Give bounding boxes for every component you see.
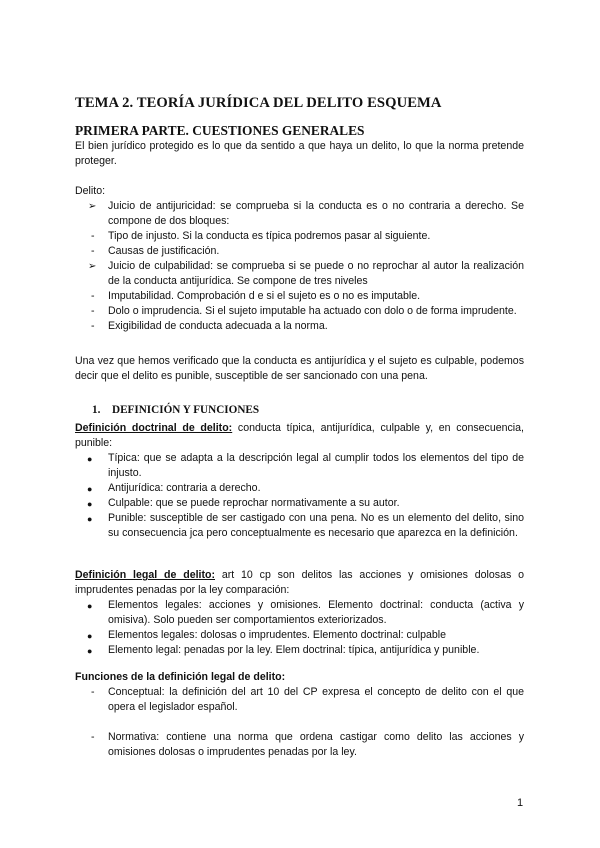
section-number: 1. xyxy=(92,404,101,416)
list-item xyxy=(75,229,524,244)
intro-paragraph: El bien jurídico protegido es lo que da sentido a que haya un delito, lo que la norma pretende proteger. xyxy=(75,140,524,167)
list-item-text: Juicio de antijuricidad: se comprueba si la conducta es o no contraria a derecho. Se compone de dos bloques: xyxy=(108,200,524,227)
list-item xyxy=(75,643,524,658)
bullet-icon: ● xyxy=(87,601,93,611)
list-item xyxy=(75,451,524,481)
list-item xyxy=(75,244,524,259)
dash-bullet-icon: - xyxy=(91,320,95,332)
legal-definition xyxy=(75,568,524,598)
dash-bullet-icon: - xyxy=(91,245,95,257)
arrow-bullet-icon: ➢ xyxy=(88,261,97,272)
bullet-icon: ● xyxy=(87,454,93,464)
list-item xyxy=(75,319,524,334)
list-item-text: Elemento legal: penadas por la ley. Elem doctrinal: típica, antijurídica y punible. xyxy=(108,644,480,656)
list-item xyxy=(75,685,524,715)
bullet-icon: ● xyxy=(87,646,93,656)
legal-list xyxy=(75,598,524,658)
funciones-heading: Funciones de la definición legal de delito: xyxy=(75,671,286,683)
list-item-text: Dolo o imprudencia. Si el sujeto imputable ha actuado con dolo o de forma imprudente. xyxy=(108,305,517,317)
list-item xyxy=(75,730,524,760)
dash-bullet-icon: - xyxy=(91,230,95,242)
conclusion-paragraph: Una vez que hemos verificado que la conducta es antijurídica y el sujeto es culpable, podemos decir que el delito es punible, susceptible de ser sancionado con una pena. xyxy=(75,355,524,382)
list-item xyxy=(75,259,524,289)
legal-label: Definición legal de delito: xyxy=(75,569,215,581)
section-heading xyxy=(92,404,259,416)
list-item xyxy=(75,289,524,304)
list-item xyxy=(75,481,524,496)
funciones-label xyxy=(75,670,524,685)
list-item-text: Elementos legales: acciones y omisiones. Elemento doctrinal: conducta (activa y omisiva). Solo pueden ser comportamientos exteriorizados. xyxy=(108,599,524,626)
doctrinal-list xyxy=(75,451,524,541)
list-item xyxy=(75,496,524,511)
section-title: DEFINICIÓN Y FUNCIONES xyxy=(112,404,260,416)
document-title: TEMA 2. TEORÍA JURÍDICA DEL DELITO ESQUEMA xyxy=(75,95,442,111)
list-item-text: Causas de justificación. xyxy=(108,245,220,257)
dash-bullet-icon: - xyxy=(91,731,95,743)
list-item-text: Normativa: contiene una norma que ordena castigar como delito las acciones y omisiones dolosas o imprudentes penadas por la ley. xyxy=(108,731,524,758)
dash-bullet-icon: - xyxy=(91,305,95,317)
list-item-text: Elementos legales: dolosas o imprudentes. Elemento doctrinal: culpable xyxy=(108,629,447,641)
list-item-text: Conceptual: la definición del art 10 del CP expresa el concepto de delito con el que opera el legislador español. xyxy=(108,686,524,713)
list-item-text: Antijurídica: contraria a derecho. xyxy=(108,482,261,494)
bullet-icon: ● xyxy=(87,484,93,494)
part-heading: PRIMERA PARTE. CUESTIONES GENERALES xyxy=(75,123,365,138)
list-item xyxy=(75,304,524,319)
list-item xyxy=(75,628,524,643)
dash-bullet-icon: - xyxy=(91,290,95,302)
doctrinal-definition xyxy=(75,421,524,451)
list-item xyxy=(75,598,524,628)
delito-label: Delito: xyxy=(75,185,106,197)
bullet-icon: ● xyxy=(87,514,93,524)
list-item-text: Culpable: que se puede reprochar normativamente a su autor. xyxy=(108,497,400,509)
legal-text: art 10 cp son delitos las acciones y omisiones dolosas o imprudentes penadas por la ley comparación: xyxy=(75,569,524,596)
bullet-icon: ● xyxy=(87,631,93,641)
doctrinal-text: conducta típica, antijurídica, culpable y, en consecuencia, punible: xyxy=(75,422,524,449)
list-item-text: Imputabilidad. Comprobación d e si el sujeto es o no es imputable. xyxy=(108,290,421,302)
delito-list xyxy=(75,199,524,334)
list-item-text: Punible: susceptible de ser castigado con una pena. No es un elemento del delito, sino su consecuencia jca pero conceptualmente es necesario que aparezca en la definición. xyxy=(108,512,524,539)
bullet-icon: ● xyxy=(87,499,93,509)
list-item-text: Juicio de culpabilidad: se comprueba si se puede o no reprochar al autor la realización de la conducta antijurídica. Se compone de tres niveles xyxy=(108,260,524,287)
page-number: 1 xyxy=(517,797,524,809)
list-item-text: Exigibilidad de conducta adecuada a la norma. xyxy=(108,320,328,332)
doctrinal-label: Definición doctrinal de delito: xyxy=(75,422,233,434)
list-item-text: Tipo de injusto. Si la conducta es típica podremos pasar al siguiente. xyxy=(108,230,431,242)
dash-bullet-icon: - xyxy=(91,686,95,698)
list-item-text: Típica: que se adapta a la descripción legal al cumplir todos los elementos del tipo de injusto. xyxy=(108,452,524,479)
list-item xyxy=(75,511,524,541)
list-item xyxy=(75,199,524,229)
funciones-list xyxy=(75,685,524,760)
arrow-bullet-icon: ➢ xyxy=(88,201,97,212)
